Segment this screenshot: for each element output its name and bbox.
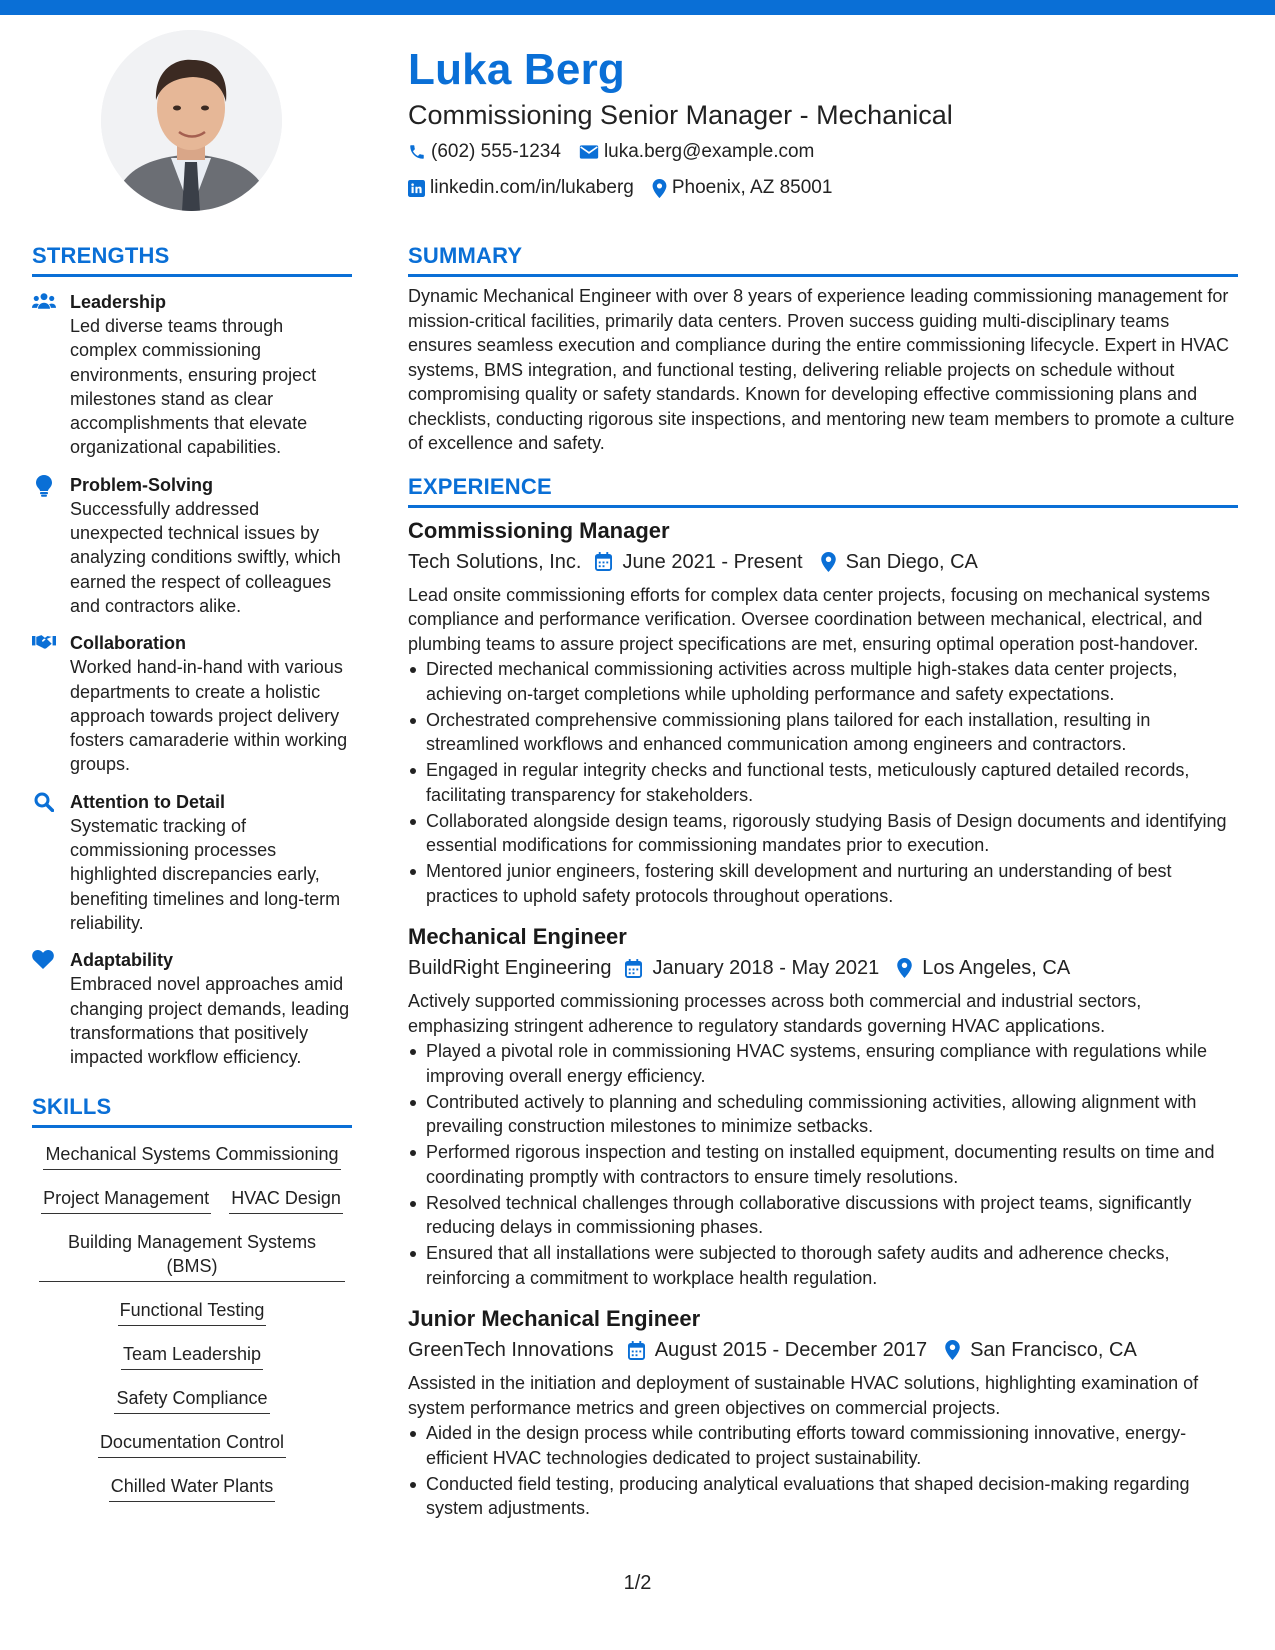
strength-desc: Embraced novel approaches amid changing project demands, leading transformations that positively impacted workflow efficiency. [70,974,350,1068]
search-icon [34,792,54,812]
strength-name: Adaptability [70,950,174,971]
map-pin-icon [821,552,836,572]
skill-tag: Mechanical Systems Commissioning [43,1142,340,1170]
job-description: Actively supported commissioning processes across both commercial and industrial sectors, emphasizing stringent adherence to regulatory standards governing HVAC applications. [408,991,1142,1036]
job-company: GreenTech Innovations [408,1339,614,1361]
strength-item [32,631,352,776]
job-bullets [408,657,1238,908]
resume-header [408,44,1238,204]
job-description: Lead onsite commissioning efforts for complex data center projects, focusing on mechanical systems compliance and performance verification. Oversee coordination between mechanical, electrical, and plumbing teams to assure project specifications are met, ensuring optimal operation post-handover. [408,584,1211,654]
strength-item [32,948,352,1069]
strength-desc: Successfully addressed unexpected technical issues by analyzing conditions swiftly, which earned the respect of colleagues and contractors alike. [70,498,341,616]
bullet-item: Conducted field testing, producing analytical evaluations that shaped decision-making regarding system adjustments. [408,1472,1238,1521]
skill-tag: Building Management Systems (BMS) [39,1230,345,1282]
calendar-icon [625,959,642,978]
map-pin-icon [945,1340,960,1360]
bullet-item: Aided in the design process while contributing efforts toward commissioning innovative, energy-efficient HVAC technologies dedicated to project sustainability. [408,1421,1238,1470]
bullet-item: Performed rigorous inspection and testing on installed equipment, documenting results on time and coordinating promptly with contractors to ensure timely resolutions. [408,1140,1238,1189]
contact-linkedin[interactable] [408,177,634,199]
summary-text: Dynamic Mechanical Engineer with over 8 years of experience leading commissioning management for mission-critical facilities, primarily data centers. Proven success guiding multi-disciplinary teams ensures seamless execution and compliance during the entire commissioning lifecycle. Expert in HVAC systems, BMS integration, and functional testing, delivering reliable projects on schedule without compromising quality or safety standards. Known for developing effective commissioning plans and checklists, conducting rigorous site inspections, and mentoring new team members to promote a culture of excellence and safety. [408,286,1235,453]
skill-tag: HVAC Design [229,1186,343,1214]
candidate-title: Commissioning Senior Manager - Mechanical [408,100,953,130]
job-entry [408,922,1238,1290]
bullet-item: Engaged in regular integrity checks and functional tests, meticulously captured detailed records, facilitating transparency for stakeholders. [408,758,1238,807]
skill-tag: Team Leadership [121,1342,263,1370]
strength-item [32,290,352,460]
strength-item [32,473,352,618]
candidate-name: Luka Berg [408,45,625,94]
skills-heading: SKILLS [32,1093,352,1128]
contact-row-1 [408,136,1238,168]
skill-tag: Chilled Water Plants [109,1474,275,1502]
job-role: Junior Mechanical Engineer [408,1306,701,1331]
summary-heading: SUMMARY [408,242,1238,277]
job-location: San Francisco, CA [970,1339,1137,1361]
map-pin-icon [652,179,667,198]
job-location: Los Angeles, CA [922,957,1071,979]
lightbulb-icon [34,475,54,497]
strength-desc: Led diverse teams through complex commissioning environments, ensuring project milestones stand as clear accomplishments that elevate organizational capabilities. [70,316,317,458]
strength-name: Problem-Solving [70,474,214,495]
top-accent-bar [0,0,1275,15]
job-company: BuildRight Engineering [408,957,612,979]
job-meta [408,953,1238,983]
job-company: Tech Solutions, Inc. [408,550,582,573]
job-location: San Diego, CA [845,550,978,573]
linkedin-text: linkedin.com/in/lukaberg [430,177,634,198]
handshake-icon [32,633,56,651]
skill-tag: Functional Testing [118,1298,267,1326]
envelope-icon [579,144,599,160]
phone-text: (602) 555-1234 [431,141,561,162]
page-number: 1/2 [623,1572,652,1594]
strength-desc: Worked hand-in-hand with various departments to create a holistic approach towards project delivery fosters camaraderie within working groups. [70,657,348,775]
left-column [32,242,352,1518]
profile-photo [101,30,282,211]
strengths-heading: STRENGTHS [32,242,352,277]
job-meta [408,547,1238,577]
skills-list [32,1142,352,1502]
bullet-item: Orchestrated comprehensive commissioning plans tailored for each installation, resulting in streamlined workflows and enhanced communication among engineers and contractors. [408,708,1238,757]
contact-location [652,177,833,199]
phone-icon [408,143,426,161]
linkedin-icon [408,180,425,197]
job-bullets [408,1039,1238,1290]
contact-row-2 [408,172,1238,204]
calendar-icon [628,1341,645,1360]
strength-name: Leadership [70,292,167,312]
job-entry [408,516,1238,909]
job-role: Commissioning Manager [408,517,670,543]
bullet-item: Ensured that all installations were subjected to thorough safety audits and adherence checks, reinforcing a commitment to workplace health regulation. [408,1241,1238,1290]
bullet-item: Mentored junior engineers, fostering skill development and nurturing an understanding of best practices to uphold safety protocols throughout operations. [408,859,1238,908]
experience-heading: EXPERIENCE [408,473,1238,508]
bullet-item: Resolved technical challenges through collaborative discussions with project teams, significantly reducing delays in commissioning phases. [408,1191,1238,1240]
calendar-icon [595,552,612,571]
strength-name: Attention to Detail [70,791,225,812]
job-description: Assisted in the initiation and deployment of sustainable HVAC solutions, highlighting examination of system performance metrics and green objectives on commercial projects. [408,1373,1199,1418]
bullet-item: Collaborated alongside design teams, rigorously studying Basis of Design documents and identifying essential modifications for commissioning mandates prior to execution. [408,809,1238,858]
bullet-item: Played a pivotal role in commissioning HVAC systems, ensuring compliance with regulations while improving overall energy efficiency. [408,1039,1238,1088]
bullet-item: Contributed actively to planning and scheduling commissioning activities, allowing alignment with prevailing construction milestones to minimize setbacks. [408,1090,1238,1139]
users-icon [32,292,56,310]
skill-tag: Project Management [41,1186,211,1214]
job-dates: June 2021 - Present [622,550,803,573]
contact-phone[interactable] [408,141,561,163]
heart-icon [32,950,54,969]
right-column [408,242,1238,1522]
location-text: Phoenix, AZ 85001 [671,177,833,198]
job-dates: August 2015 - December 2017 [654,1339,928,1361]
job-entry [408,1304,1238,1521]
strength-item [32,790,352,935]
contact-email[interactable] [579,141,814,163]
job-meta [408,1335,1238,1365]
map-pin-icon [897,958,912,978]
strength-desc: Systematic tracking of commissioning processes highlighted discrepancies early, benefiting timelines and long-term reliability. [70,815,341,933]
strength-name: Collaboration [70,633,186,654]
skill-tag: Safety Compliance [114,1386,269,1414]
job-role: Mechanical Engineer [408,924,627,949]
job-bullets [408,1421,1238,1521]
bullet-item: Directed mechanical commissioning activities across multiple high-stakes data center projects, achieving on-target completions while upholding performance and safety expectations. [408,657,1238,706]
job-dates: January 2018 - May 2021 [652,957,880,979]
skill-tag: Documentation Control [98,1430,286,1458]
email-text: luka.berg@example.com [603,141,815,162]
